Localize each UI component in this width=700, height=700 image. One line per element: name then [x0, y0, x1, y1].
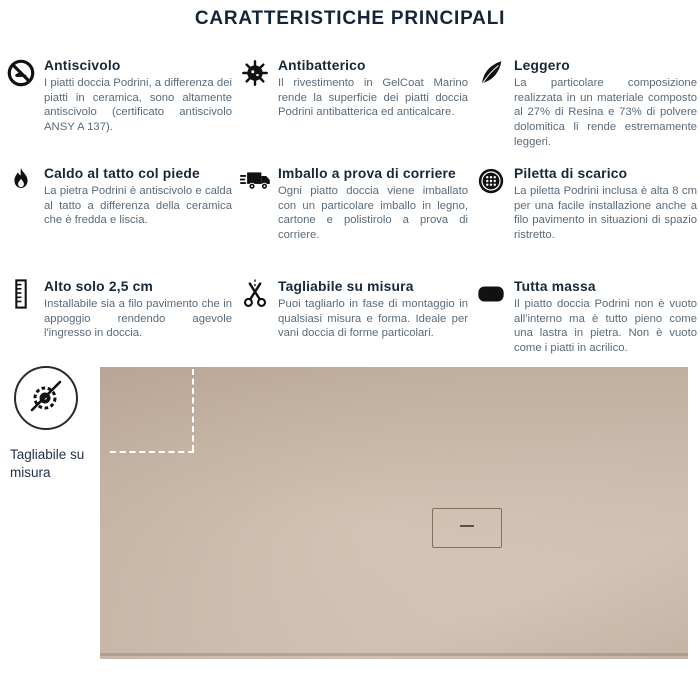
feature-antiscivolo — [6, 58, 232, 135]
feature-body: Il piatto doccia Podrini non è vuoto all'interno ma è tutto pieno come una lastra in pietra. Non è vuoto come i piatti in acrilico. — [514, 298, 697, 355]
feature-caldo-al-tatto — [6, 166, 232, 228]
drain-handle-line — [460, 525, 474, 527]
feature-title: Tutta massa — [514, 279, 596, 294]
feature-body: Puoi tagliarlo in fase di montaggio in qualsiasi misura e forma. Ideale per vani doccia di forme particolari. — [278, 298, 468, 340]
antibacterial-icon — [240, 58, 270, 88]
flame-icon — [6, 166, 36, 196]
feature-alto-2-5-cm — [6, 279, 232, 341]
cut-to-size-icon — [26, 376, 66, 421]
no-slip-icon — [6, 58, 36, 88]
cut-to-size-badge-label: Tagliabile su misura — [10, 447, 85, 481]
scissors-icon — [240, 279, 270, 309]
feature-title: Caldo al tatto col piede — [44, 166, 200, 181]
cut-corner-dashed-vertical — [192, 369, 194, 451]
feature-title: Antiscivolo — [44, 58, 121, 73]
photo-vignette — [100, 367, 688, 659]
drain-outline — [432, 508, 502, 548]
product-photo — [100, 367, 688, 659]
solid-block-icon — [476, 279, 506, 309]
feature-title: Alto solo 2,5 cm — [44, 279, 154, 294]
feature-body: Installabile sia a filo pavimento che in appoggio rendendo agevole l'ingresso in doccia. — [44, 298, 232, 340]
feature-imballo — [240, 166, 468, 243]
tray-front-edge — [100, 653, 688, 656]
feature-title: Antibatterico — [278, 58, 366, 73]
feature-body: I piatti doccia Podrini, a differenza dei piatti in ceramica, sono altamente antiscivolo (certificato antiscivolo ANSY A 137). — [44, 77, 232, 134]
feature-title: Tagliabile su misura — [278, 279, 414, 294]
page-title: CARATTERISTICHE PRINCIPALI — [194, 8, 506, 29]
cut-to-size-badge — [14, 366, 78, 430]
feature-leggero — [476, 58, 697, 149]
cut-corner-dashed-horizontal — [110, 451, 194, 453]
feature-piletta — [476, 166, 697, 243]
feather-icon — [476, 58, 506, 88]
feature-body: La particolare composizione realizzata in un materiale composto al 27% di Resina e 73% di polvere dolomitica li rende estremamente leggeri. — [514, 77, 697, 148]
feature-title: Piletta di scarico — [514, 166, 628, 181]
drain-icon — [476, 166, 506, 196]
feature-antibatterico — [240, 58, 468, 120]
feature-tagliabile — [240, 279, 468, 341]
feature-body: La pietra Podrini è antiscivolo e calda al tatto a differenza della ceramica che è fredda e liscia. — [44, 185, 232, 227]
feature-body: Il rivestimento in GelCoat Marino rende la superficie dei piatti doccia Podrini antibatterica ed anticalcare. — [278, 77, 468, 119]
delivery-truck-icon — [240, 166, 270, 196]
feature-tutta-massa — [476, 279, 697, 356]
ruler-icon — [6, 279, 36, 309]
feature-body: Ogni piatto doccia viene imballato con un particolare imballo in legno, cartone e polistirolo a prova di corriere. — [278, 185, 468, 242]
feature-title: Imballo a prova di corriere — [278, 166, 456, 181]
feature-title: Leggero — [514, 58, 570, 73]
feature-body: La piletta Podrini inclusa è alta 8 cm per una facile installazione anche a filo pavimento in situazioni di spazio ristretto. — [514, 185, 697, 242]
